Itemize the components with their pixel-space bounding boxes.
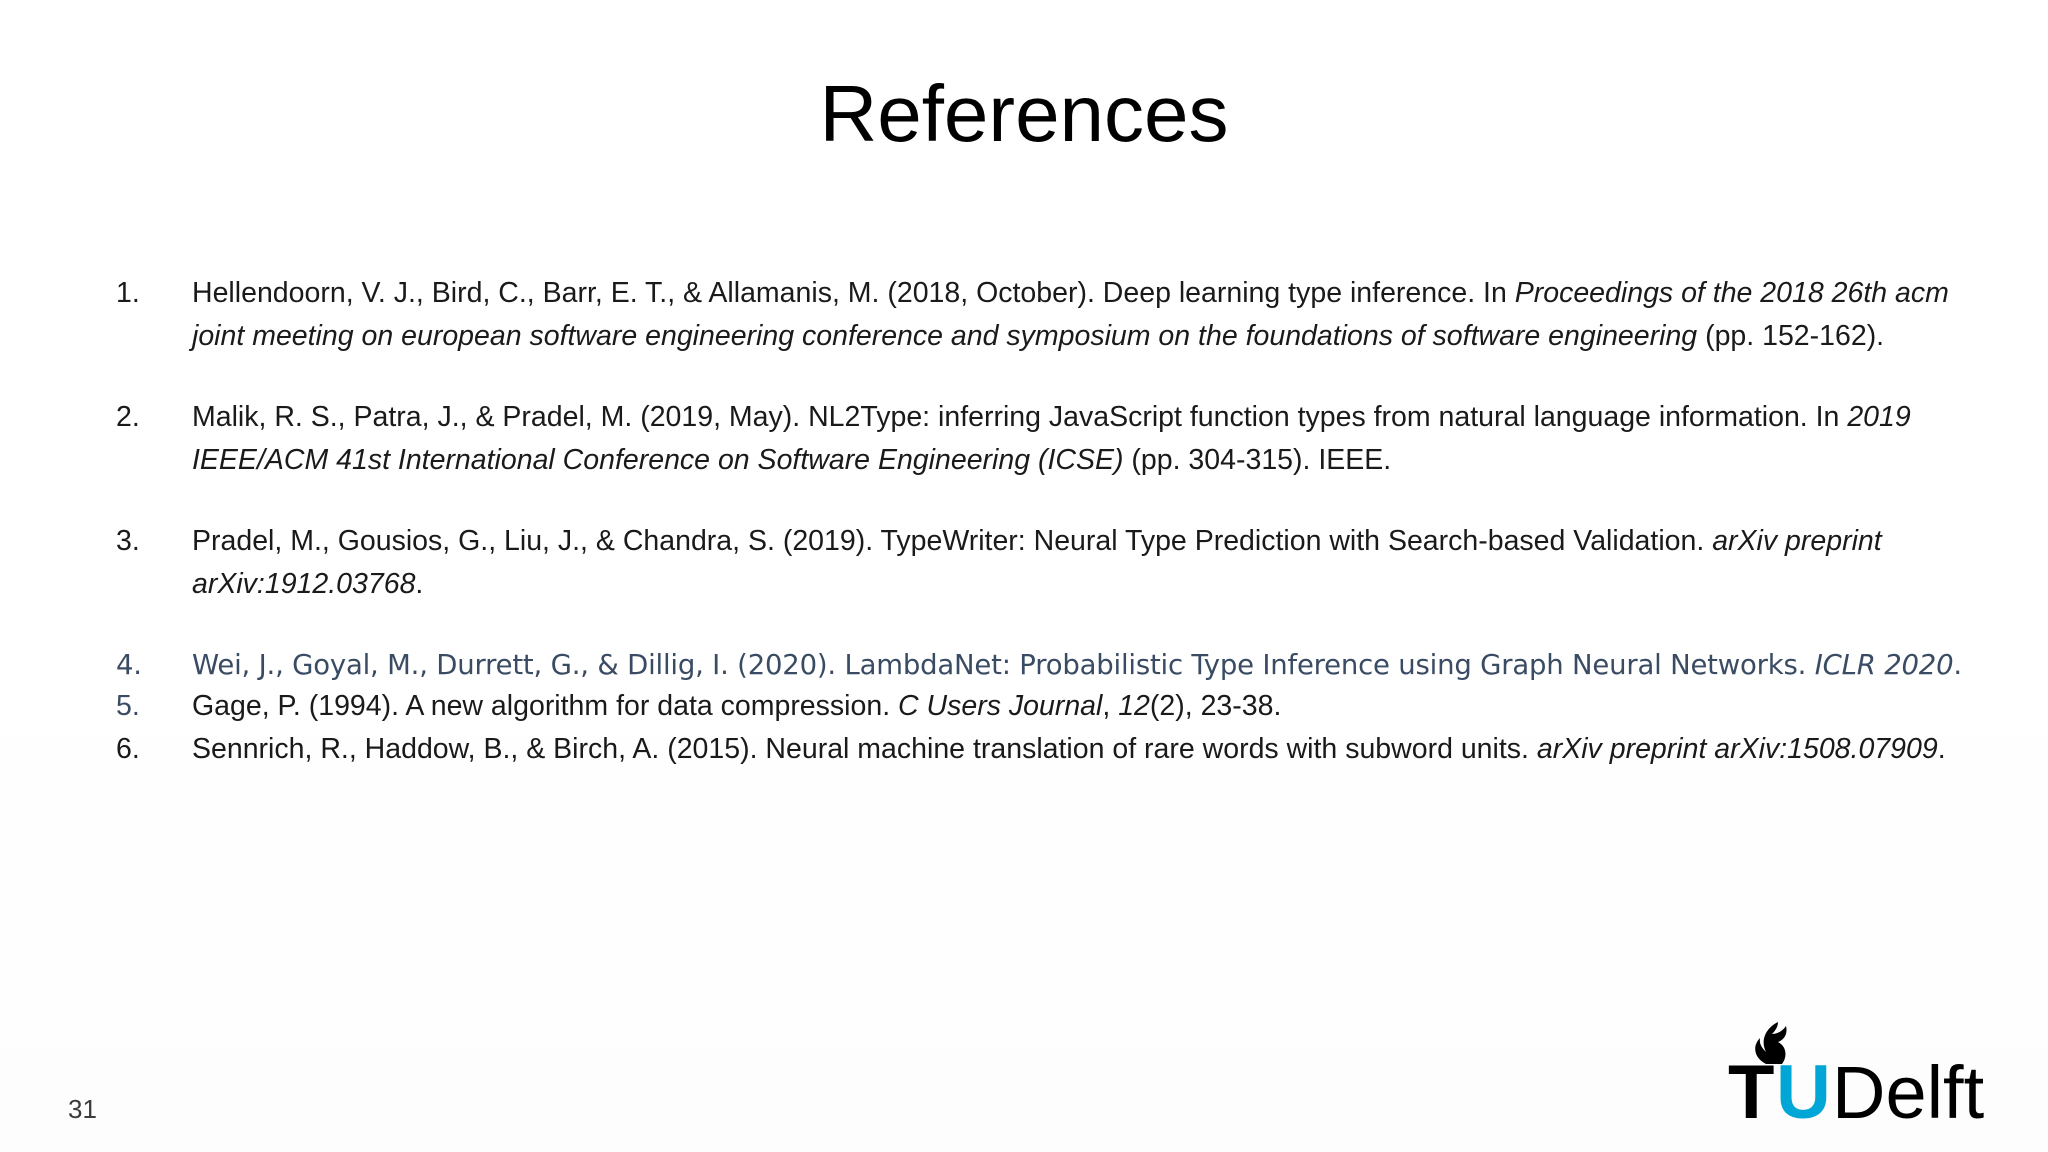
reference-item-4[interactable] [116, 644, 1976, 687]
reference-venue: ICLR 2020 [1814, 649, 1954, 681]
reference-segment: Sennrich, R., Haddow, B., & Birch, A. (2015). Neural machine translation of rare words with subword units. [192, 733, 1537, 765]
reference-segment: Gage, P. (1994). A new algorithm for data compression. [192, 690, 899, 722]
reference-segment: . [415, 568, 424, 600]
reference-segment: Wei, J., Goyal, M., Durrett, G., & Dillig, I. (2020). LambdaNet: Probabilistic Type Inference using Graph Neural Networks. [192, 649, 1815, 681]
reference-link-text[interactable] [192, 649, 1962, 681]
reference-number: 2. [116, 401, 140, 433]
reference-venue: arXiv preprint arXiv:1912.03768 [192, 525, 1882, 600]
reference-number: 4. [116, 649, 142, 681]
logo-wordmark: Delft [1832, 1051, 1985, 1122]
reference-number: 6. [116, 733, 140, 765]
reference-volume: 12 [1118, 690, 1150, 722]
reference-venue: arXiv preprint arXiv:1508.07909 [1536, 733, 1938, 765]
reference-text [192, 733, 1946, 765]
reference-segment: Pradel, M., Gousios, G., Liu, J., & Chandra, S. (2019). TypeWriter: Neural Type Prediction with Search-based Validation. [192, 525, 1713, 557]
reference-segment: (pp. 304-315). IEEE. [1123, 444, 1392, 476]
reference-segment: (pp. 152-162). [1697, 320, 1885, 352]
reference-list [116, 272, 1976, 771]
reference-item-1 [116, 272, 1976, 358]
reference-segment: , [1102, 690, 1119, 722]
page-number: 31 [68, 1094, 97, 1124]
logo-letter-u: U [1776, 1050, 1831, 1122]
reference-segment: (2), 23-38. [1149, 690, 1282, 722]
reference-number: 1. [116, 277, 140, 309]
reference-item-5 [116, 685, 1976, 728]
reference-item-6 [116, 728, 1976, 771]
reference-venue: Proceedings of the 2018 26th acm joint meeting on european software engineering conference and symposium on the foundations of software engineering [192, 277, 1949, 352]
reference-segment: . [1937, 733, 1946, 765]
reference-text [192, 401, 1911, 476]
logo-letter-t: T [1728, 1050, 1775, 1122]
reference-segment: Hellendoorn, V. J., Bird, C., Barr, E. T., & Allamanis, M. (2018, October). Deep learning type inference. In [192, 277, 1515, 309]
reference-segment: . [1953, 649, 1962, 681]
reference-segment: Malik, R. S., Patra, J., & Pradel, M. (2019, May). NL2Type: inferring JavaScript function types from natural language information. In [192, 401, 1848, 433]
slide-title: References [819, 69, 1229, 158]
reference-number: 5. [116, 690, 140, 722]
reference-text [192, 690, 1281, 722]
reference-item-2 [116, 396, 1976, 482]
reference-venue: 2019 IEEE/ACM 41st International Conference on Software Engineering (ICSE) [192, 401, 1911, 476]
reference-item-3 [116, 520, 1976, 606]
tu-delft-logo [1726, 1018, 1986, 1122]
reference-venue: C Users Journal [898, 690, 1103, 722]
reference-number: 3. [116, 525, 140, 557]
reference-text [192, 277, 1949, 352]
reference-text [192, 525, 1882, 600]
